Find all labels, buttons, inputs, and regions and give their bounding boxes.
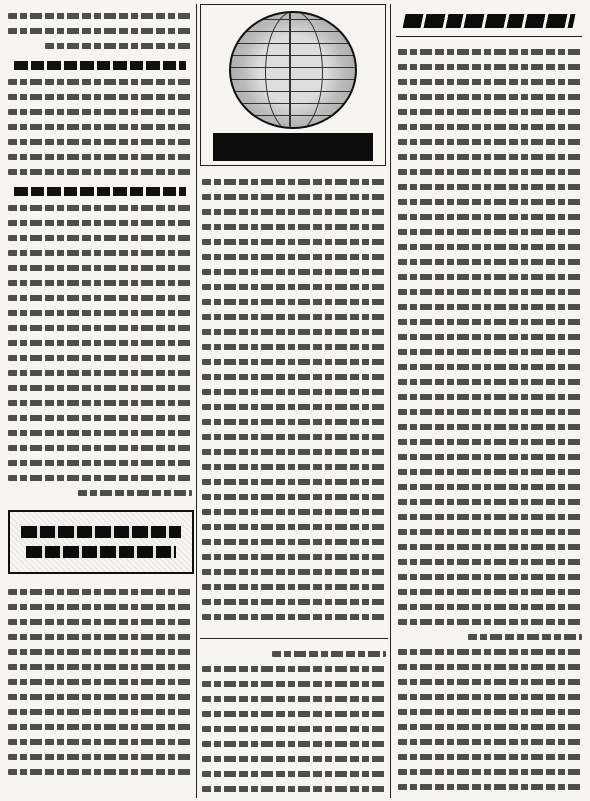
left-subheading <box>14 61 186 70</box>
column-rule-right <box>390 4 391 798</box>
left-column-lower-text <box>8 580 192 798</box>
logo-bar <box>213 133 373 161</box>
middle-column-lower-text <box>202 642 386 798</box>
boxed-headline <box>8 510 194 574</box>
middle-column-text <box>202 170 386 636</box>
masthead-logo <box>200 4 386 166</box>
right-column-headline <box>396 6 582 37</box>
left-column-text <box>8 4 192 504</box>
globe-icon <box>229 11 357 129</box>
boxed-headline-line-1 <box>21 526 181 538</box>
right-column-text <box>398 40 582 798</box>
section-rule <box>200 638 388 639</box>
headline-lettering <box>403 14 576 28</box>
left-subheading-2 <box>14 187 186 196</box>
boxed-headline-line-2 <box>26 546 176 558</box>
column-rule-left <box>196 4 197 798</box>
